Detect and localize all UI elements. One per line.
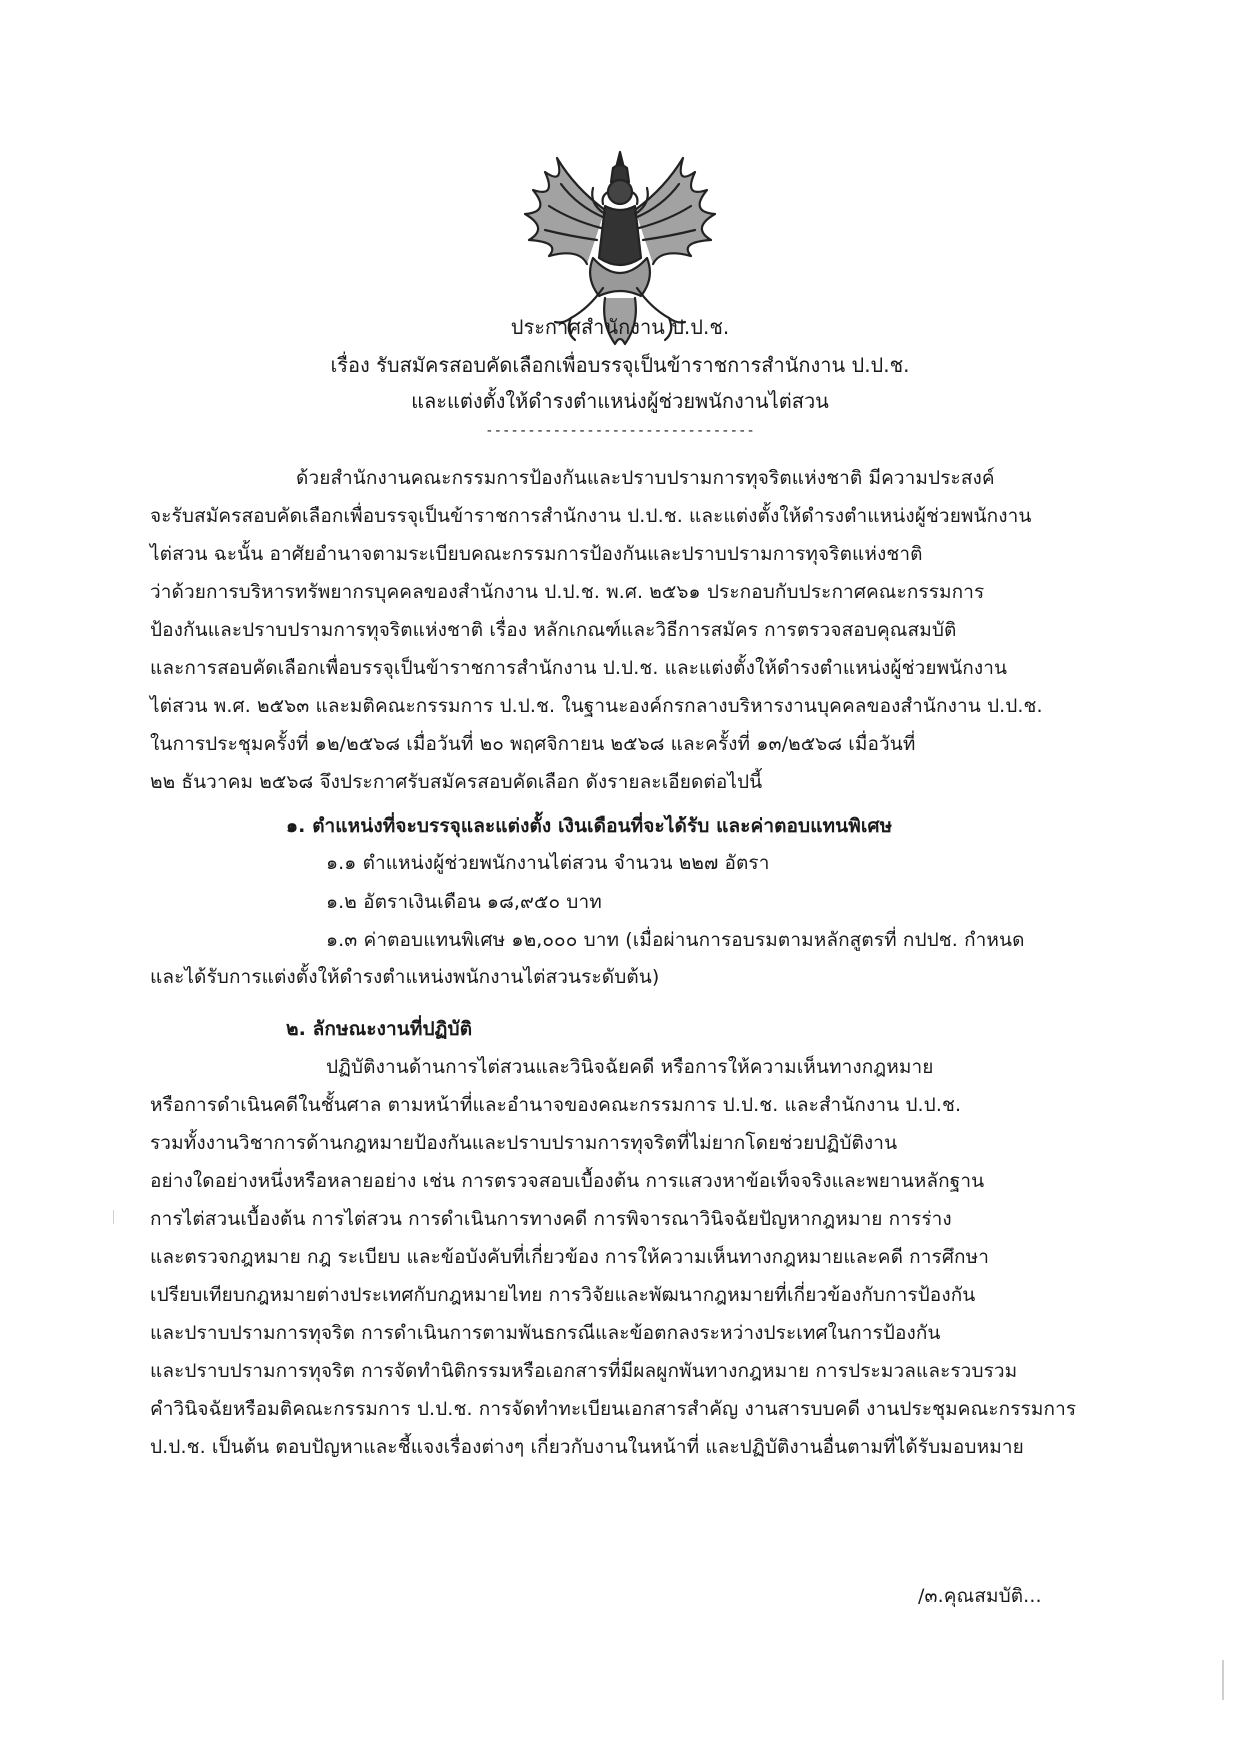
section-2-line: การไต่สวนเบื้องต้น การไต่สวน การดำเนินการทางคดี การพิจารณาวินิจฉัยปัญหากฎหมาย การร่าง [150, 1208, 952, 1230]
section-1-item: ๑.๑ ตำแหน่งผู้ช่วยพนักงานไต่สวน จำนวน ๒๒๗ อัตรา [326, 852, 770, 874]
intro-line: ป้องกันและปราบปรามการทุจริตแห่งชาติ เรื่อง หลักเกณฑ์และวิธีการสมัคร การตรวจสอบคุณสมบัติ [150, 619, 957, 641]
intro-line: ว่าด้วยการบริหารทรัพยากรบุคคลของสำนักงาน ป.ป.ช. พ.ศ. ๒๕๖๑ ประกอบกับประกาศคณะกรรมการ [150, 581, 985, 603]
section-2-heading: ๒. ลักษณะงานที่ปฏิบัติ [286, 1018, 473, 1040]
continuation-marker: /๓.คุณสมบัติ... [918, 1585, 1042, 1607]
scan-artifact [1222, 1660, 1224, 1700]
intro-line: จะรับสมัครสอบคัดเลือกเพื่อบรรจุเป็นข้าราชการสำนักงาน ป.ป.ช. และแต่งตั้งให้ดำรงตำแหน่งผู้ช่วยพนักงาน [150, 505, 1032, 527]
section-1-heading: ๑. ตำแหน่งที่จะบรรจุและแต่งตั้ง เงินเดือนที่จะได้รับ และค่าตอบแทนพิเศษ [286, 815, 893, 837]
section-2-line: หรือการดำเนินคดีในชั้นศาล ตามหน้าที่และอำนาจของคณะกรรมการ ป.ป.ช. และสำนักงาน ป.ป.ช. [150, 1094, 962, 1116]
intro-line: ด้วยสำนักงานคณะกรรมการป้องกันและปราบปรามการทุจริตแห่งชาติ มีความประสงค์ [296, 467, 995, 489]
intro-line: ไต่สวน ฉะนั้น อาศัยอำนาจตามระเบียบคณะกรรมการป้องกันและปราบปรามการทุจริตแห่งชาติ [150, 543, 923, 565]
intro-line: และการสอบคัดเลือกเพื่อบรรจุเป็นข้าราชการสำนักงาน ป.ป.ช. และแต่งตั้งให้ดำรงตำแหน่งผู้ช่วยพนักงาน [150, 657, 1008, 679]
section-2-line: คำวินิจฉัยหรือมติคณะกรรมการ ป.ป.ช. การจัดทำทะเบียนเอกสารสำคัญ งานสารบบคดี งานประชุมคณะกรรมการ [150, 1398, 1077, 1420]
section-1-item: ๑.๓ ค่าตอบแทนพิเศษ ๑๒,๐๐๐ บาท (เมื่อผ่านการอบรมตามหลักสูตรที่ กปปช. กำหนด [326, 929, 1025, 951]
intro-line: ๒๒ ธันวาคม ๒๕๖๘ จึงประกาศรับสมัครสอบคัดเลือก ดังรายละเอียดต่อไปนี้ [150, 771, 763, 793]
section-2-line: และปราบปรามการทุจริต การดำเนินการตามพันธกรณีและข้อตกลงระหว่างประเทศในการป้องกัน [150, 1322, 941, 1344]
scan-artifact [113, 1210, 114, 1224]
intro-line: ในการประชุมครั้งที่ ๑๒/๒๕๖๘ เมื่อวันที่ ๒๐ พฤศจิกายน ๒๕๖๘ และครั้งที่ ๑๓/๒๕๖๘ เมื่อวันที่ [150, 733, 916, 755]
section-2-line: รวมทั้งงานวิชาการด้านกฎหมายป้องกันและปราบปรามการทุจริตที่ไม่ยากโดยช่วยปฏิบัติงาน [150, 1132, 898, 1154]
intro-line: ไต่สวน พ.ศ. ๒๕๖๓ และมติคณะกรรมการ ป.ป.ช. ในฐานะองค์กรกลางบริหารงานบุคคลของสำนักงาน ป.ป.ช. [150, 695, 1043, 717]
announcement-subject-line-2: และแต่งตั้งให้ดำรงตำแหน่งผู้ช่วยพนักงานไต่สวน [411, 389, 829, 413]
section-2-line: ป.ป.ช. เป็นต้น ตอบปัญหาและชี้แจงเรื่องต่างๆ เกี่ยวกับงานในหน้าที่ และปฏิบัติงานอื่นตามที่ได้รับมอบหมาย [150, 1436, 1024, 1458]
announcement-issuer: ประกาศสำนักงาน ป.ป.ช. [510, 315, 730, 339]
section-1-item-continuation: และได้รับการแต่งตั้งให้ดำรงตำแหน่งพนักงานไต่สวนระดับต้น) [150, 966, 660, 988]
header-separator: -------------------------------- [485, 423, 755, 439]
section-2-line: ปฏิบัติงานด้านการไต่สวนและวินิจฉัยคดี หรือการให้ความเห็นทางกฎหมาย [326, 1056, 934, 1078]
announcement-subject-line-1: เรื่อง รับสมัครสอบคัดเลือกเพื่อบรรจุเป็นข้าราชการสำนักงาน ป.ป.ช. [330, 353, 910, 377]
section-2-line: และปราบปรามการทุจริต การจัดทำนิติกรรมหรือเอกสารที่มีผลผูกพันทางกฎหมาย การประมวลและรวบรวม [150, 1360, 1018, 1382]
section-2-line: อย่างใดอย่างหนึ่งหรือหลายอย่าง เช่น การตรวจสอบเบื้องต้น การแสวงหาข้อเท็จจริงและพยานหลักฐาน [150, 1170, 985, 1192]
section-2-line: และตรวจกฎหมาย กฎ ระเบียบ และข้อบังคับที่เกี่ยวข้อง การให้ความเห็นทางกฎหมายและคดี การศึกษา [150, 1246, 989, 1268]
section-2-line: เปรียบเทียบกฎหมายต่างประเทศกับกฎหมายไทย การวิจัยและพัฒนากฎหมายที่เกี่ยวข้องกับการป้องกัน [150, 1284, 976, 1306]
section-1-item: ๑.๒ อัตราเงินเดือน ๑๘,๙๕๐ บาท [326, 891, 602, 913]
